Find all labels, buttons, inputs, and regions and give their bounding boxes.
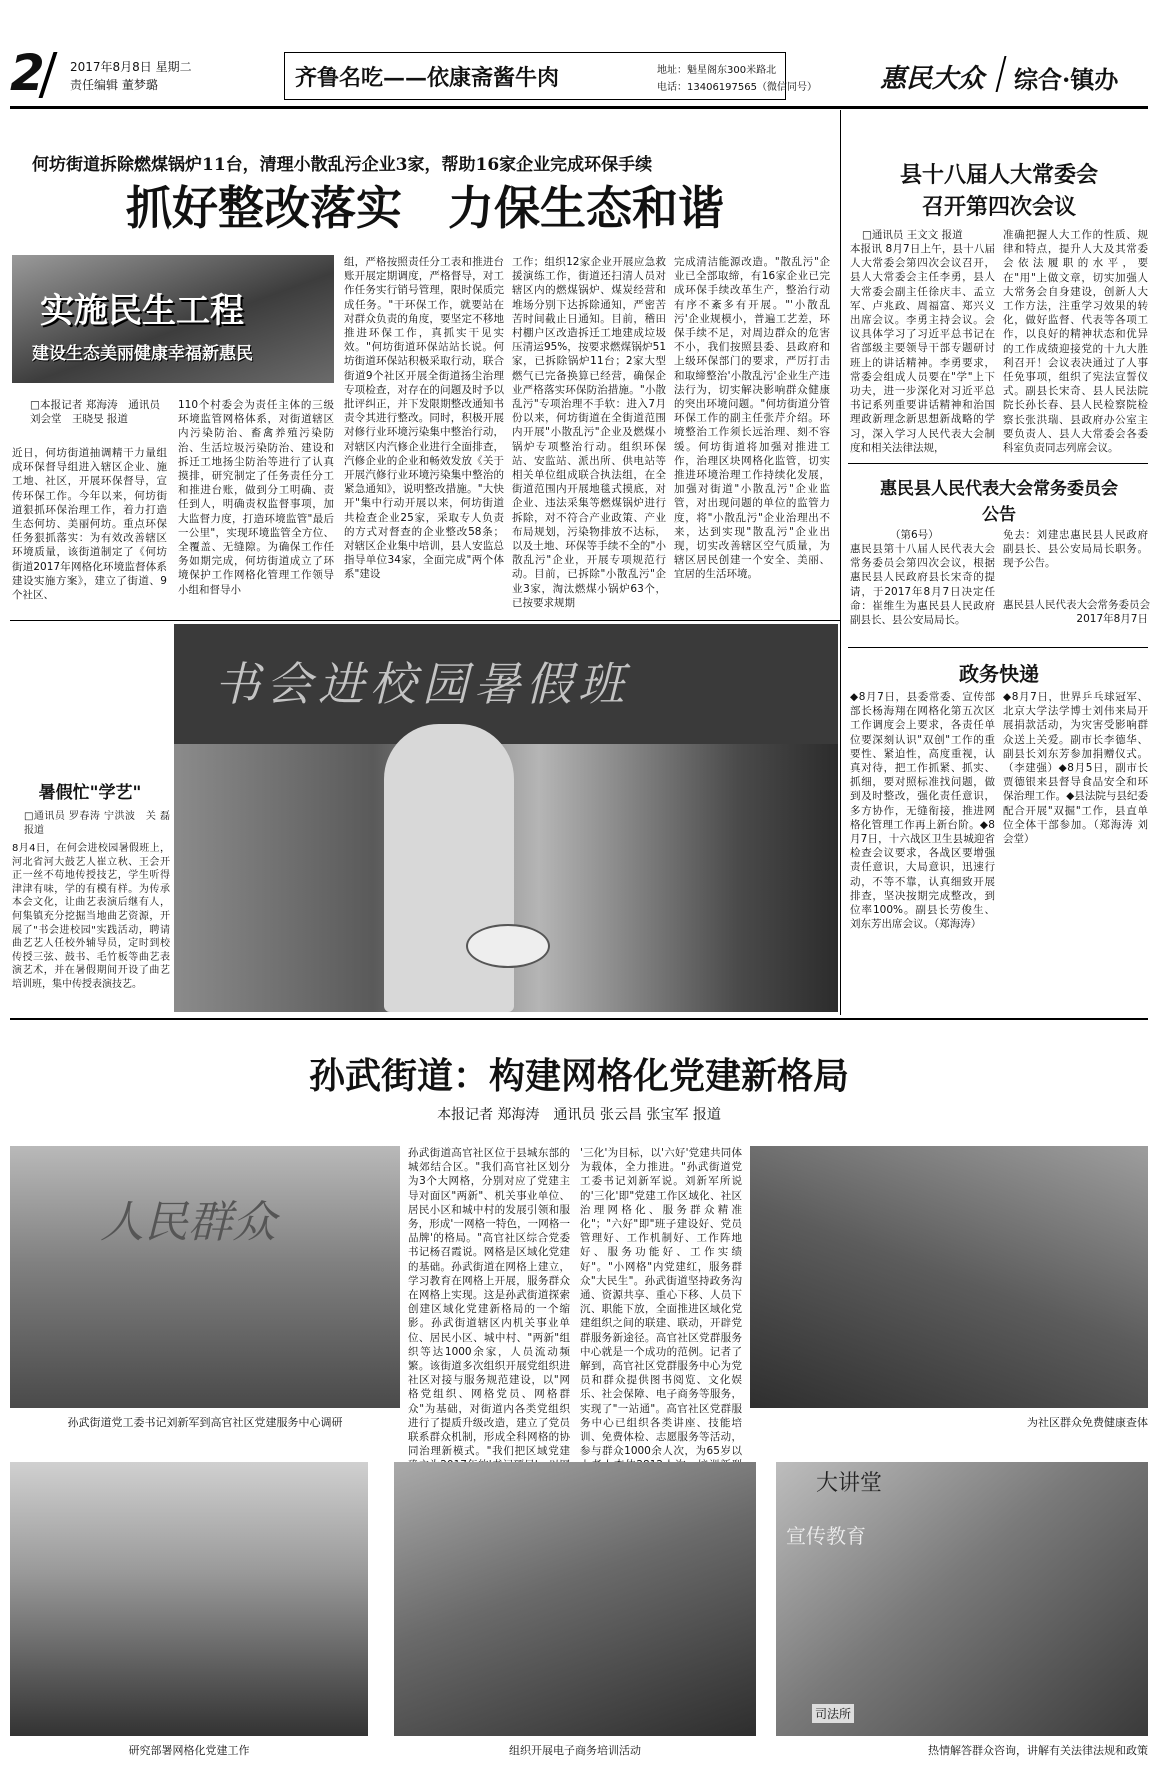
announcement-title-2: 公告 <box>982 505 1016 525</box>
ad-box <box>284 52 817 100</box>
lead-kicker: 何坊街道拆除燃煤锅炉11台，清理小散乱污企业3家，帮助16家企业完成环保手续 <box>32 155 653 175</box>
sunwu-byline: 本报记者 郑海涛 通讯员 张云昌 张宝军 报道 <box>437 1107 721 1123</box>
npc-headline-1: 县十八届人大常委会 <box>899 162 1098 188</box>
teacher-figure <box>384 724 514 1012</box>
hall-sign-text: 人民群众 <box>100 1197 276 1248</box>
lead-col-2: 110个村委会为责任主体的三级环境监管网格体系，对街道辖区内污染防治、畜禽养殖污染防治、生活垃圾污染防治、建设和拆迁工地扬尘防治等进行了认真摸排，研究制定了任务责任分工和推进台账，做到分工明确、责任到人，明确责权监督事项，加大监督力度，打造环境监管"最后一公里"，实现环境监管全方位、全覆盖、无缝隙。为确保工作任务如期完成，何坊街道成立了环境保护工作网格化管理工作领导小组和督导小 <box>178 399 334 596</box>
ad-title: 齐鲁名吃——依康斋酱牛肉 <box>295 65 560 91</box>
ad-phone: 电话：13406197565（微信同号） <box>657 82 817 93</box>
announcement-rule <box>848 647 1148 648</box>
section-name: 综合·镇办 <box>1014 65 1119 94</box>
lead-banner-image <box>12 255 334 383</box>
npc-col-2: 准确把握人大工作的性质、规律和特点，提升人大及其常委会依法履职的水平，要在"用"上做文章，切实加强人大常务会自身建设，创新人大工作方法，注重学习效果的转化，做好监督、代表等各项工作，以良好的精神状态和优异的工作成绩迎接党的十九大胜利召开！会议表决通过了人事任免事项，组织了宪法宣誓仪式。副县长宋奇、县人民法院院长孙长春、县人民检察院检察长张洪瑞、县政府办公室主要负责人、县人大常委会各委科室负责同志列席会议。 <box>1003 229 1148 455</box>
drum-object <box>466 924 550 968</box>
lead-byline: □本报记者 郑海涛 通讯员 刘会堂 王晓旻 报道 <box>30 399 160 426</box>
news-flash-col-2: ◆8月7日，世界乒乓球冠军、北京大学法学博士刘伟来局开展捐款活动，为灾害受影响群众送上关爱。副市长李德华、副县长刘东芳参加捐赠仪式。（李建强）◆8月5日，副市长贾德银来县督导食品安全和环保治理工作。◆县法院与县纪委配合开展"双掘"工作，县直单位全体干部参加。（郑海涛 刘会堂） <box>1003 691 1148 846</box>
lead-col-5: 完成清洁能源改造。"散乱污"企业已全部取缔，有16家企业已完成环保手续改革生产，整治行动有序不紊多有开展。"'小散乱污'企业规模小，普遍工艺差，环保手续不足，对周边群众的危害不小，我们按照县委、县政府和上级环保部门的要求，严厉打击和取缔整治'小散乱污'企业生产违法行为，切实解决影响群众健康的突出环境问题。"何坊街道分管环保工作的副主任张芹介绍。环境整治工作须长远治理、刻不容缓。何坊街道将加强对推进工作，治理区块网格化监管，切实推进环境治理工作持续化发展，加强对街道"小散乱污"企业监管，对出现问题的单位的监管力度，将"小散乱污"企业治理出不来，达到实现"散乱污"企业出现，切实改善辖区空气质量，为辖区居民创建一个安全、美丽、宜居的生活环境。 <box>674 256 830 581</box>
npc-headline-2: 召开第四次会议 <box>921 194 1076 220</box>
classroom-photo <box>174 624 838 1012</box>
npc-col-1: 本报讯 8月7日上午，县十八届人大常委会第四次会议召开，县人大常委会主任李勇，县人大常委会副主任徐庆丰、孟立军、卢兆政、周福富、郑兴义出席会议。李勇主持会议。会议具体学习了习近平总书记在省部级主要领导干部专题研讨班上的讲话精神。李勇要求，常委会组成人员要在"学"上下功夫，进一步深化对习近平总书记系列重要讲话精神和治国理政新理念新思想新战略的学习，深入学习人民代表大会制度和相关法律法规， <box>850 243 995 454</box>
sunwu-photo-3 <box>10 1462 368 1736</box>
law-sign-text: 司法所 <box>812 1704 854 1723</box>
news-flash-col-1: ◆8月7日，县委常委、宣传部部长杨海翔在网格化第五次区工作调度会上要求，各责任单位要深刻认识"双创"工作的重要性、紧迫性，高度重视，认真对待，把工作抓紧、抓实、抓细，要对照标准找问题，做到及时整改，强化责任意识，多方协作，无缝衔接，推进网格化管理工作再上新台阶。◆8月7日，十六战区卫生县城迎省检查会议要求，各战区要增强责任意识，大局意识，迅速行动，不等不靠，认真细致开展排查，坚决按期完成整改，到位率100%。副县长劳俊生、刘东芳出席会议。（郑海涛） <box>850 691 995 931</box>
sunwu-photo-4 <box>394 1462 756 1736</box>
mid-rule <box>10 1018 1148 1020</box>
sunwu-photo-2 <box>750 1146 1148 1408</box>
announcement-date: 2017年8月7日 <box>1076 613 1148 625</box>
ad-address: 地址：魁星阁东300米路北 <box>657 65 777 76</box>
summer-body: 8月4日，在何会进校园暑假班上，河北省河大鼓艺人崔立秋、王会开正一丝不苟地传授技艺，学生听得津津有味，学的有模有样。为传承本会文化，让曲艺表演后继有人，何集镇充分挖掘当地曲艺资源，开展了"书会进校园"实践活动，聘请曲艺艺人任校外辅导员，定时到校传授三弦、鼓书、毛竹板等曲艺表演艺术，并在暑假期间开设了曲艺培训班，集中传授表演技艺。 <box>12 843 170 990</box>
summer-byline: □通讯员 罗春涛 宁洪波 关 磊 报道 <box>24 811 170 837</box>
blackboard-text: 书会进校园暑假班 <box>214 657 630 711</box>
propaganda-sign-text: 宣传教育 <box>786 1524 866 1548</box>
paper-name: 惠民大众 <box>880 64 985 94</box>
sunwu-headline: 孙武街道：构建网格化党建新格局 <box>308 1055 849 1097</box>
page-number: 2 <box>10 44 45 102</box>
sunwu-col-1: 孙武街道高官社区位于县城东部的城郊结合区。"我们高官社区划分为3个大网格，分别对应了党建主导对面区"两新"、机关事业单位、居民小区和城中村的发展引领和服务，形成'一网格一特色，一网格一品牌'的格局。"高官社区综合党委书记杨召霞说。网格是区域化党建的基础。孙武街道在网格上建立，学习教育在网格上开展，服务群众在网格上实现。这是孙武街道探索创建区域化党建新格局的一个缩影。孙武街道辖区内机关事业单位、居民小区、城中村、"两新"组织等达1000余家，人员流动频繁。该街道多次组织开展党组织进社区对接与服务规范建设，以"网格党组织、网格党员、网格群众"为基础，对街道内各类党组织进行了提质升级改造，建立了党员联系群众机制，形成全科网格的协同治理新模式。"我们把区域党建 <box>408 1147 570 1458</box>
sunwu-col-2: '三化'为目标，以'六好'党建共同体为载体，全力推进。"孙武街道党工委书记刘新军说。刘新军所说的'三化'即"党建工作区域化、社区治理网格化、服务群众精准化"；"六好"即"班子建设好、党员管理好、工作机制好、工作阵地好、服务功能好、工作实绩好"。"小网格"内党建红，服务群众"大民生"。孙武街道坚持政务沟通、资源共享、重心下移、人员下沉、职能下放，全面推进区域化党建组织之间的联建、联动，开辟党群服务新途径。高官社区党群服务中心就是一个成功的范例。记者了解到，高官社区党群服务中心为党员和群众提供图书阅览、文化娱乐、社会保障、电子商务等服务，实现了"一站通"。高官社区党群服务中心已组织各类讲座、技能培训、免费体检、志愿服务等活动，参与群众1000余人次，为65岁以 <box>580 1147 742 1458</box>
caption-photo-2: 为社区群众免费健康查体 <box>1027 1416 1148 1429</box>
announcement-title-1: 惠民县人民代表大会常务委员会 <box>880 479 1118 499</box>
summer-headline: 暑假忙"学艺" <box>38 783 142 803</box>
caption-photo-1: 孙武街道党工委书记刘新军到高官社区党建服务中心调研 <box>67 1416 343 1429</box>
column-rule-right <box>840 110 841 1015</box>
announcement-signature: 惠民县人民代表大会常务委员会 <box>1003 599 1150 611</box>
announcement-number: （第6号） <box>890 529 939 541</box>
caption-photo-4: 组织开展电子商务培训活动 <box>509 1744 641 1757</box>
news-flash-title: 政务快递 <box>959 662 1039 686</box>
lead-headline: 抓好整改落实 力保生态和谐 <box>126 181 724 235</box>
announcement-col-1: 惠民县第十八届人民代表大会常务委员会第四次会议，根据惠民县人民政府县长宋奇的提请，于2017年8月7日决定任命：崔维生为惠民县人民政府副县长、县公安局局长。 <box>850 543 995 627</box>
sunwu-photo-5 <box>776 1462 1148 1736</box>
section-slash <box>996 56 1007 92</box>
banner-line2: 建设生态美丽健康幸福新惠民 <box>32 344 253 364</box>
lead-col-3: 组，严格按照责任分工表和推进台账开展定期调度，严格督导，对工作任务实行销号管理，限时保质完成任务。"干环保工作，就要站在对群众负责的角度，要坚定不移地推进环保工作，真抓实干见实效。"何坊街道环保站站长说。何坊街道环保站积极采取行动，联合街道9个社区开展全街道扬尘治理专项检查，对存在的问题及时予以批评纠正，并下发限期整改通知书责令其进行整改。同时，积极开展对修行业环境污染集中整治行动，对辖区内汽修企业进行全面排查，汽修企业的企业和畅效发放《关于开展汽修行业环境污染集中整治的紧急通知》，说明整改措施。"大快开"集中行动开展以来，何坊街道共检查企业25家，采取专人负责的方式对督查的企业整改58条；对辖区企业集中培训，县人安监总指导单位34家，全面完成"两个体系"建设 <box>344 256 504 581</box>
npc-byline: □通讯员 王文文 报道 <box>862 229 963 241</box>
issue-date: 2017年8月8日 星期二 <box>70 60 192 74</box>
announcement-col-2: 免去：刘建忠惠民县人民政府副县长、县公安局局长职务。现予公告。 <box>1003 529 1148 570</box>
npc-rule <box>848 463 1148 464</box>
sunwu-photo-1 <box>10 1146 400 1408</box>
lead-bottom-rule <box>10 620 840 621</box>
lead-col-1: 近日，何坊街道抽调精干力量组成环保督导组进入辖区企业、施工地、社区，开展环保督导，宣传环保工作。今年以来，何坊街道狠抓环保治理工作，着力打造生态何坊、美丽何坊。重点环保任务狠抓落实：为有效改善辖区环境质量，该街道制定了《何坊街道2017年网格化环境监督体系建设实施方案》，建立了街道、9个社区、 <box>12 447 167 602</box>
lecture-sign-text: 大讲堂 <box>816 1471 883 1496</box>
lead-col-4: 工作；组织12家企业开展应急救援演练工作，街道还扫清人员对辖区内的燃煤锅炉、煤炭经营和堆场分别下达拆除通知，严密苦苦时间截止日通知。目前，稽田村棚户区改造拆迁工地建成垃圾压清运95%，按要求燃煤锅炉51家，已拆除锅炉11台；2家大型燃气已完备换算已经营，确保企业严格落实环保防治措施。"小散乱污"专项治理不手软：进入7月份以来，何坊街道在全街道范围内开展"小散乱污"企业及燃煤小锅炉专项整治行动。组织环保站、安监站、派出所、供电站等相关单位组成联合执法组，在全街道范围内开展地毯式摸底，对企业、违法采集等燃煤锅炉进行拆除，对不符合产业政策、产业布局规划，污染物排放不达标，以及土地、环保等手续不全的"小散乱污"企业，开展专项规范行动。目前，已拆除"小散乱污"企业3家，淘汰燃煤小锅炉63个，已按要求规期 <box>512 256 666 609</box>
editor-name: 责任编辑 董梦璐 <box>70 78 158 92</box>
caption-photo-3: 研究部署网格化党建工作 <box>128 1744 250 1757</box>
masthead-rule <box>10 106 1148 109</box>
caption-photo-5: 热情解答群众咨询，讲解有关法律法规和政策 <box>928 1744 1148 1757</box>
banner-line1: 实施民生工程 <box>40 291 244 331</box>
